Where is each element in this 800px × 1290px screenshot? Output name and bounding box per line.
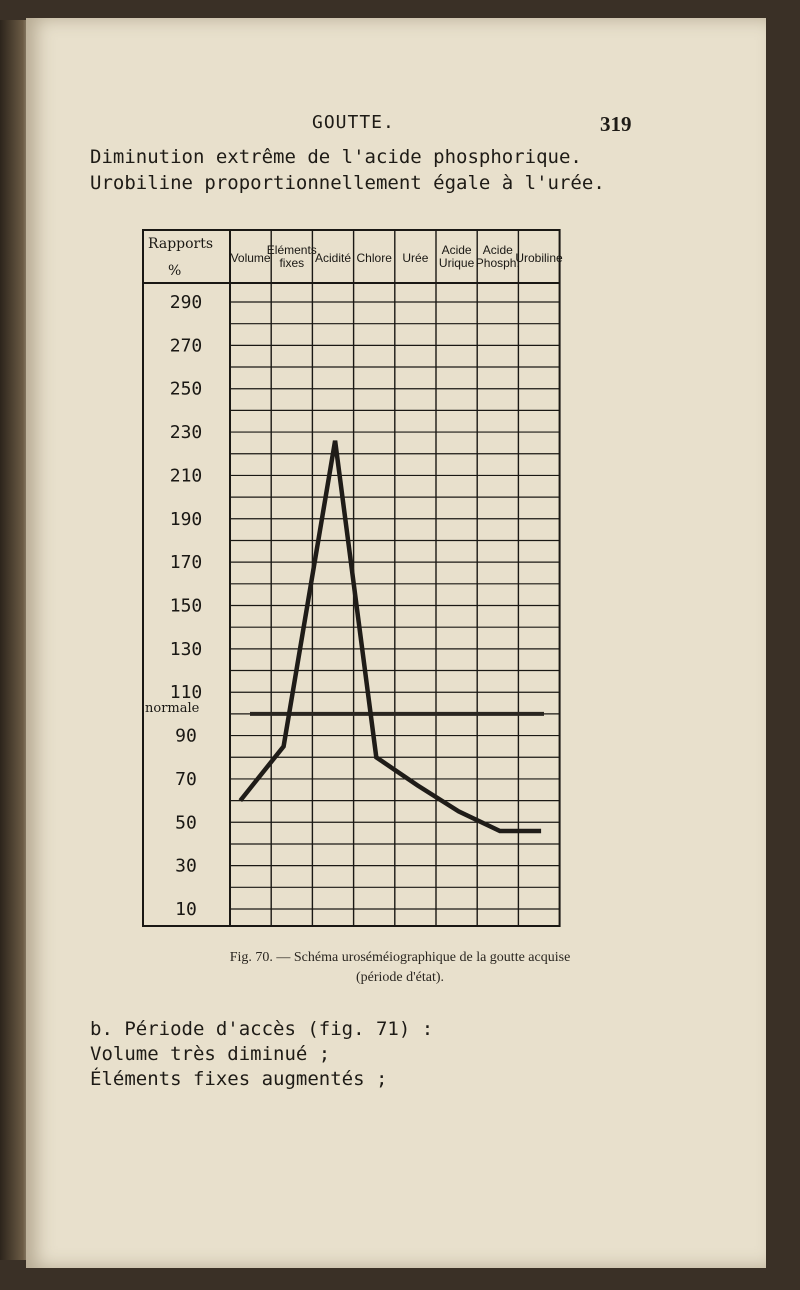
- intro-line: Urobiline proportionnellement égale à l'urée.: [90, 172, 605, 194]
- column-header: Urique: [438, 256, 475, 270]
- column-header: fixes: [279, 256, 305, 270]
- y-tick-label: 210: [169, 465, 203, 487]
- column-header: Urée: [402, 251, 429, 265]
- column-header: Acide: [482, 243, 513, 257]
- y-tick-label: 90: [175, 725, 197, 747]
- y-tick-label: 270: [169, 335, 203, 357]
- column-header: Acide: [441, 243, 472, 257]
- column-header: Volume: [230, 251, 271, 265]
- column-header: Acidité: [314, 251, 352, 265]
- body-line: Volume très diminué ;: [90, 1043, 331, 1065]
- page-number: 319: [600, 112, 632, 136]
- y-tick-label: 130: [169, 638, 203, 660]
- column-header: Urobiline: [515, 251, 563, 265]
- y-tick-label: 290: [169, 292, 203, 313]
- y-tick-label: 190: [169, 508, 203, 530]
- intro-line: Diminution extrême de l'acide phosphorique.: [90, 146, 582, 168]
- y-tick-label: 170: [169, 552, 203, 574]
- figure-caption: Fig. 70. — Schéma uroséméiographique de la goutte acquise: [229, 950, 571, 965]
- column-header: Chlore: [356, 251, 392, 265]
- series-line: [240, 441, 541, 831]
- running-title: GOUTTE.: [312, 112, 395, 133]
- y-tick-label: 250: [169, 378, 203, 400]
- body-line: Éléments fixes augmentés ;: [90, 1068, 388, 1090]
- corner-label-percent: %: [168, 263, 182, 279]
- y-tick-label: 230: [169, 422, 203, 444]
- normal-label: normale: [145, 701, 200, 716]
- figure-caption-sub: (période d'état).: [355, 970, 445, 985]
- y-tick-label: 50: [175, 812, 197, 834]
- corner-label-rapports: Rapports: [148, 236, 214, 252]
- y-tick-label: 10: [175, 899, 197, 920]
- section-heading: b. Période d'accès (fig. 71) :: [90, 1018, 434, 1040]
- y-tick-label: 70: [175, 768, 197, 790]
- y-tick-label: 30: [175, 855, 197, 877]
- column-header: Eléments: [266, 243, 317, 257]
- y-tick-label: 150: [169, 595, 203, 617]
- y-tick-label: 110: [169, 682, 203, 704]
- column-header: Phosph.: [475, 256, 520, 270]
